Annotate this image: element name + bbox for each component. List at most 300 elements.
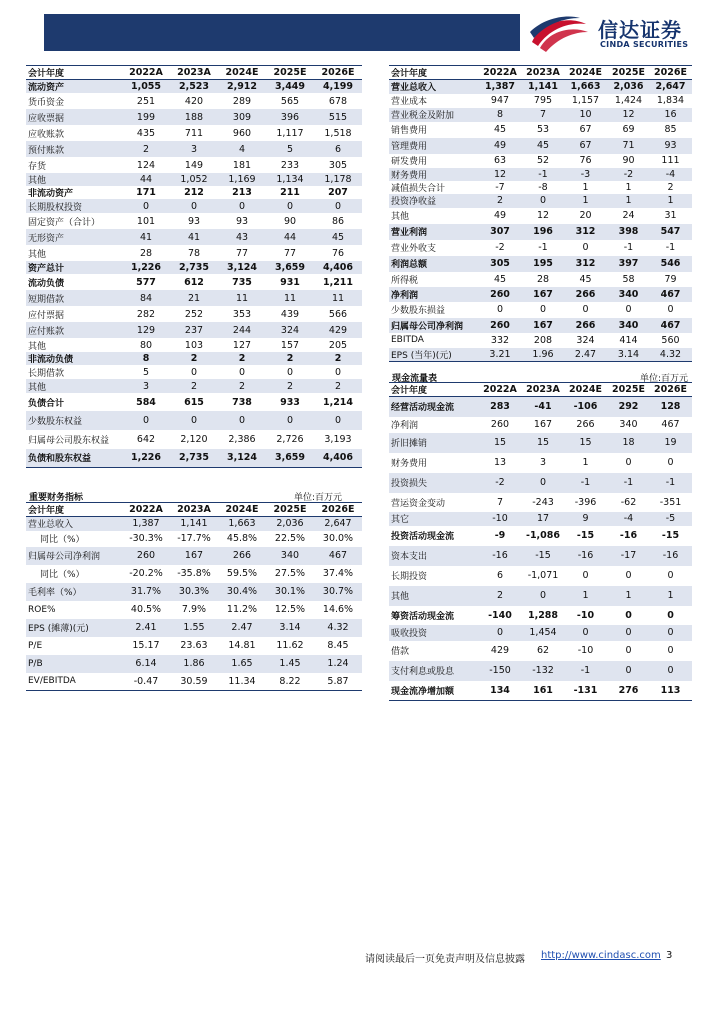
row-label: 利润总额 [389,256,477,272]
column-header-year: 2022A [122,66,170,80]
row-value: 1 [649,194,692,208]
row-value: 0 [667,570,674,581]
row-label: 财务费用 [389,168,477,181]
table-row [26,619,362,637]
row-value: 167 [523,318,563,333]
row-label: 短期借款 [26,290,122,306]
row-value: 0 [649,661,692,681]
row-value: 20 [579,210,592,221]
row-value: 577 [136,276,156,288]
row-value: 397 [608,256,649,272]
column-header-year: 2024E [218,66,266,80]
table-row [389,122,692,138]
row-value: -1 [665,242,676,253]
row-value: 28 [139,247,153,259]
row-value: 1 [563,194,608,208]
row-value: 49 [493,210,507,221]
row-label: 固定资产（合计） [28,217,101,228]
table-header-row [389,383,692,397]
table-row [389,287,692,302]
row-label: 其他 [26,173,122,186]
row-value: -1 [563,661,608,681]
column-header-label: 会计年度 [26,66,122,80]
row-value: 14.6% [322,604,354,615]
table-row [389,512,692,526]
row-value: 11.62 [276,640,304,651]
row-value: 13 [493,457,507,468]
row-value: 1.86 [170,655,218,673]
table-row [389,181,692,194]
row-value: 2,036 [608,80,649,94]
row-value: 2.47 [563,348,608,362]
row-label: P/E [28,640,43,651]
row-value: 0 [625,570,632,581]
row-value: 196 [523,224,563,240]
row-value: 678 [328,95,348,107]
row-value: 0 [608,625,649,641]
row-value: -1 [538,242,548,253]
row-label: 同比（%） [40,570,85,580]
row-value: 19 [649,433,692,453]
column-header-year: 2022A [477,66,523,80]
row-value: 547 [649,224,692,240]
row-value: -106 [563,397,608,417]
row-value: 3.14 [266,619,314,637]
row-label: 长期股权投资 [26,199,122,213]
row-value: 1,169 [218,173,266,186]
row-value: 0 [286,366,294,378]
row-value: 0 [667,457,674,468]
row-label: 毛利率（%） [26,583,122,601]
row-value: 2 [314,379,362,393]
row-value: 0 [477,625,523,641]
row-value: 1.65 [218,655,266,673]
row-label: 财务费用 [391,459,428,469]
row-value: 6 [496,570,504,581]
row-value: 1,387 [122,517,170,531]
row-value: 7.9% [181,604,207,615]
table-row [26,93,362,109]
row-value: 546 [649,256,692,272]
row-value: 398 [608,224,649,240]
row-value: 312 [563,256,608,272]
table-row [389,493,692,512]
row-value: 167 [523,287,563,302]
row-value: 233 [280,159,300,171]
row-value: 0 [523,586,563,606]
row-value: 30.4% [218,583,266,601]
row-label: 投资活动现金流 [391,532,455,542]
row-value: 252 [184,308,204,320]
website-link[interactable]: http://www.cindasc.com [541,950,661,961]
row-value: 45.8% [226,533,258,544]
row-value: 0 [122,199,170,213]
row-value: 1,055 [122,80,170,94]
row-value: 0 [539,304,547,315]
row-value: 77 [235,247,249,259]
page-number: 3 [666,950,673,961]
row-value: 615 [184,396,204,408]
table-row [26,379,362,393]
table-row [26,229,362,245]
brand-name-cn: 信达证券 [598,18,682,42]
row-label: 资本支出 [389,546,477,566]
row-label: 经营活动现金流 [389,397,477,417]
row-value: -150 [477,661,523,681]
row-value: -2 [495,242,505,253]
row-label: 现金流净增加额 [389,681,477,701]
row-value: -20.2% [129,568,163,579]
row-value: 0 [314,199,362,213]
table-row [389,586,692,606]
row-value: -2 [608,168,649,181]
row-value: 1 [563,586,608,606]
key-indicators-title: 重要财务指标 [29,493,84,503]
row-value: 90 [283,215,297,227]
row-label: 营业总收入 [26,517,122,531]
row-label: 负债和股东权益 [26,449,122,467]
row-value: -9 [494,530,506,541]
row-value: 134 [477,681,523,701]
row-value: 2 [218,352,266,365]
row-value: 11.2% [226,604,258,615]
row-value: -17.7% [177,533,211,544]
row-value: 31 [664,210,677,221]
row-value: -396 [574,496,597,508]
row-value: 1.96 [523,348,563,362]
row-value: 3,124 [218,449,266,467]
row-value: -35.8% [177,568,211,579]
row-label: 营业成本 [391,97,428,107]
table-row [26,547,362,565]
row-value: 49 [477,138,523,154]
row-value: 71 [608,138,649,154]
row-value: 429 [314,322,362,338]
row-label: P/B [26,655,122,673]
row-value: 129 [122,322,170,338]
row-label: 其他 [391,212,410,222]
key-indicators-table [26,502,362,691]
row-value: 27.5% [274,568,306,579]
row-value: 212 [184,187,204,198]
table-header-row [26,503,362,517]
row-label: 非流动负债 [26,352,122,365]
column-header-year: 2023A [170,66,218,80]
row-value: 12.5% [274,604,306,615]
row-label: 所得税 [391,275,419,286]
row-label: EV/EBITDA [26,673,122,691]
row-label: 营业利润 [389,224,477,240]
row-value: 1,834 [656,95,685,106]
row-value: 0 [218,199,266,213]
row-value: 93 [649,138,692,154]
cash-flow-unit: 单位:百万元 [640,374,689,384]
row-value: -1,086 [526,530,560,541]
row-value: 0 [667,645,674,656]
row-value: 3,449 [266,80,314,94]
row-value: 113 [649,681,692,701]
row-label: EBITDA [391,335,424,345]
table-row [26,583,362,601]
table-row [389,433,692,453]
table-row [389,168,692,181]
row-value: 30.59 [170,673,218,691]
row-value: 43 [218,229,266,245]
row-value: 45 [523,138,563,154]
row-label: EPS (摊薄)(元) [26,619,122,637]
row-value: 59.5% [226,568,258,579]
row-value: 8 [122,352,170,365]
column-header-label: 会计年度 [26,503,122,517]
column-header-year: 2026E [314,503,362,517]
row-value: 1,226 [122,449,170,467]
row-value: 2 [170,352,218,365]
row-value: 4,406 [314,261,362,274]
table-row [389,417,692,433]
row-value: 1 [608,194,649,208]
row-value: 0 [218,411,266,430]
row-value: -16 [649,546,692,566]
row-value: 4,406 [314,449,362,467]
row-value: 251 [136,95,156,107]
row-value: 340 [608,318,649,333]
row-label: 归属母公司股东权益 [28,436,110,446]
row-value: 12 [608,108,649,122]
row-value: 2 [122,141,170,157]
row-value: 1,663 [563,80,608,94]
row-label: 归属母公司净利润 [389,318,477,333]
table-row [26,338,362,352]
row-value: 292 [608,397,649,417]
row-value: 353 [232,308,252,320]
row-value: 85 [664,124,677,135]
row-value: 1,387 [477,80,523,94]
row-value: 947 [490,95,510,106]
table-row [26,199,362,213]
cash-flow-table [389,382,692,701]
row-value: 205 [328,339,348,351]
row-value: 3,193 [324,434,352,445]
row-value: 467 [649,318,692,333]
row-value: 324 [576,334,595,346]
table-row [389,208,692,224]
table-row [389,94,692,108]
row-value: 45 [493,124,507,135]
row-value: 53 [536,124,550,135]
row-value: -16 [619,530,638,541]
column-header-year: 2024E [563,66,608,80]
row-value: 7 [496,496,504,508]
row-value: 11.34 [218,673,266,691]
row-label: 净利润 [391,421,419,431]
row-value: 933 [280,396,300,408]
row-value: 1 [582,181,589,193]
table-row [26,531,362,547]
row-value: 11 [314,290,362,306]
table-row [26,517,362,531]
row-value: 2 [477,586,523,606]
row-value: 6.14 [122,655,170,673]
table-row [389,272,692,287]
table-row [26,322,362,338]
row-value: 0 [625,457,632,468]
table-row [26,261,362,274]
row-value: 283 [477,397,523,417]
row-value: 414 [619,334,638,346]
row-value: 4,199 [314,80,362,94]
row-value: 312 [563,224,608,240]
row-value: 15.17 [132,640,160,651]
row-value: -1 [608,473,649,493]
row-value: -15 [661,530,680,541]
row-value: -10 [477,512,523,526]
row-value: 90 [622,155,635,166]
row-value: 195 [523,256,563,272]
row-value: 58 [622,273,635,285]
table-row [389,348,692,362]
row-value: 76 [331,247,345,259]
row-value: 76 [579,155,592,166]
row-value: 23.63 [180,640,208,651]
column-header-year: 2024E [563,383,608,397]
table-row [389,333,692,348]
row-value: 2,647 [314,517,362,531]
row-value: 3.14 [608,348,649,362]
table-row [26,449,362,467]
row-value: 2.41 [122,619,170,637]
row-value: 3 [122,379,170,393]
row-value: 2,386 [228,434,256,445]
row-label: 管理费用 [389,138,477,154]
row-value: 1,141 [523,80,563,94]
table-row [26,173,362,186]
column-header-year: 2025E [266,503,314,517]
table-row [26,601,362,619]
row-value: 289 [232,95,252,107]
table-row [389,661,692,681]
row-value: 0 [625,304,632,315]
row-value: 3,659 [266,261,314,274]
row-label: 销售费用 [391,126,428,136]
row-value: 1,157 [571,95,600,106]
row-value: 1 [582,457,589,468]
row-value: 208 [533,334,553,346]
row-value: 44 [266,229,314,245]
table-row [26,141,362,157]
row-value: 1,214 [322,396,354,408]
row-value: 0 [190,366,198,378]
row-value: 0 [266,411,314,430]
row-value: 30.1% [266,583,314,601]
row-value: 467 [649,287,692,302]
row-value: 429 [490,645,510,656]
row-value: 41 [122,229,170,245]
row-value: 282 [136,308,156,320]
row-value: 86 [331,215,345,227]
row-value: 12 [477,168,523,181]
table-row [26,637,362,655]
row-value: 260 [477,318,523,333]
row-value: 260 [122,547,170,565]
row-value: 0 [667,609,674,621]
row-value: 0 [122,411,170,430]
row-value: 0 [334,366,342,378]
row-value: 560 [661,334,680,346]
row-value: 0 [582,304,589,315]
row-value: 244 [218,322,266,338]
row-value: 0 [649,625,692,641]
column-header-year: 2025E [266,66,314,80]
row-value: 1,178 [314,173,362,186]
row-value: 0 [523,473,563,493]
row-value: 161 [523,681,563,701]
row-value: 435 [136,127,156,139]
row-value: 738 [232,396,252,408]
row-value: 0 [625,609,632,621]
row-value: -243 [532,496,554,508]
row-label: 应付账款 [26,322,122,338]
row-value: 127 [232,339,252,351]
table-row [389,641,692,661]
table-row [389,473,692,493]
row-value: 332 [490,334,510,346]
row-value: 167 [170,547,218,565]
row-value: 0 [667,304,674,315]
row-value: 24 [622,210,635,221]
row-label: 少数股东权益 [26,411,122,430]
table-row [26,673,362,691]
row-value: 3 [170,141,218,157]
row-label: 投资损失 [389,473,477,493]
row-value: 44 [122,173,170,186]
row-value: 31.7% [122,583,170,601]
row-value: 467 [661,419,680,430]
row-value: 4.32 [649,348,692,362]
row-value: -140 [488,609,512,621]
table-row [26,109,362,125]
table-row [26,430,362,449]
column-header-label: 会计年度 [389,66,477,80]
table-row [389,546,692,566]
row-value: 420 [184,95,204,107]
row-value: 340 [266,547,314,565]
table-row [389,224,692,240]
row-value: 1,134 [266,173,314,186]
row-value: 14.81 [228,640,256,651]
row-value: 260 [490,419,510,430]
row-value: 103 [184,339,204,351]
row-value: -7 [495,181,505,193]
row-value: 15 [477,433,523,453]
table-row [26,157,362,173]
row-value: 5 [142,366,150,378]
table-row [389,154,692,168]
key-indicators-unit: 单位:百万元 [294,493,343,503]
row-value: 4.32 [314,619,362,637]
row-value: 22.5% [274,533,306,544]
table-row [26,125,362,141]
row-value: 67 [579,124,592,135]
row-value: 40.5% [130,604,162,615]
row-label: 净利润 [389,287,477,302]
row-label: 研发费用 [391,157,428,167]
table-row [389,397,692,417]
row-value: 52 [536,155,550,166]
row-value: 78 [187,247,201,259]
balance-sheet-table [26,65,362,468]
row-value: 11 [218,290,266,306]
table-row [389,453,692,473]
